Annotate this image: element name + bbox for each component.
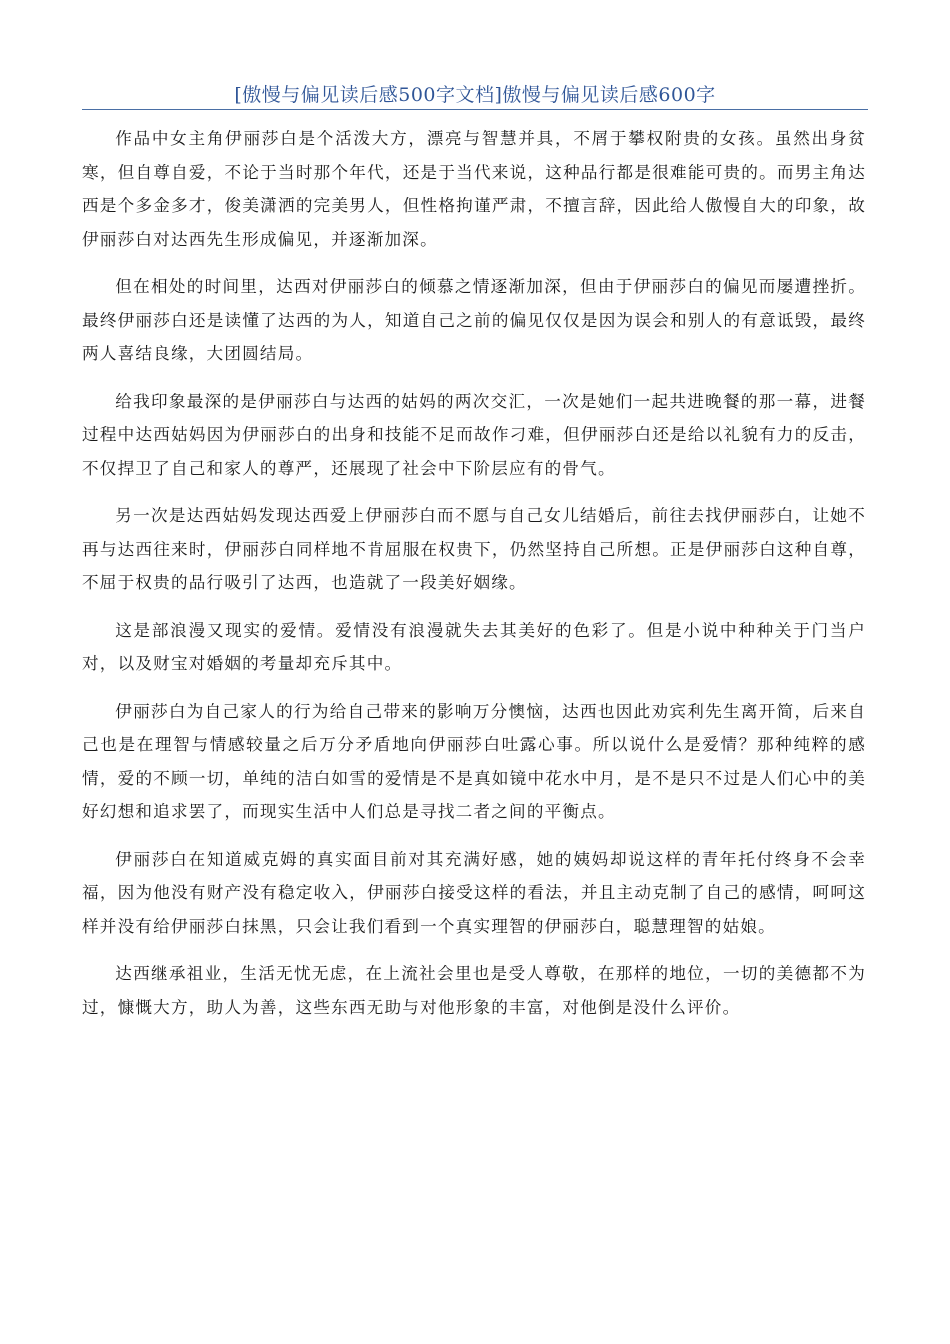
paragraph: 伊丽莎白为自己家人的行为给自己带来的影响万分懊恼，达西也因此劝宾利先生离开简，后来自己也是在理智与情感较量之后万分矛盾地向伊丽莎白吐露心事。所以说什么是爱情？那种纯粹的感情，爱的不顾一切，单纯的洁白如雪的爱情是不是真如镜中花水中月，是不是只不过是人们心中的美好幻想和追求罢了，而现实生活中人们总是寻找二者之间的平衡点。	[82, 701, 866, 821]
paragraph: 这是部浪漫又现实的爱情。爱情没有浪漫就失去其美好的色彩了。但是小说中种种关于门当户对，以及财宝对婚姻的考量却充斥其中。	[82, 620, 866, 673]
paragraph: 但在相处的时间里，达西对伊丽莎白的倾慕之情逐渐加深，但由于伊丽莎白的偏见而屡遭挫折。最终伊丽莎白还是读懂了达西的为人，知道自己之前的偏见仅仅是因为误会和别人的有意诋毁，最终两人喜结良缘，大团圆结局。	[82, 277, 866, 363]
paragraph: 作品中女主角伊丽莎白是个活泼大方，漂亮与智慧并具，不屑于攀权附贵的女孩。虽然出身贫寒，但自尊自爱，不论于当时那个年代，还是于当代来说，这种品行都是很难能可贵的。而男主角达西是个多金多才，俊美潇洒的完美男人，但性格拘谨严肃，不擅言辞，因此给人傲慢自大的印象，故伊丽莎白对达西先生形成偏见，并逐渐加深。	[82, 129, 866, 249]
paragraph: 达西继承祖业，生活无忧无虑，在上流社会里也是受人尊敬，在那样的地位，一切的美德都不为过，慷慨大方，助人为善，这些东西无助与对他形象的丰富，对他倒是没什么评价。	[82, 964, 866, 1017]
paragraph: 给我印象最深的是伊丽莎白与达西的姑妈的两次交汇，一次是她们一起共进晚餐的那一幕，进餐过程中达西姑妈因为伊丽莎白的出身和技能不足而故作刁难，但伊丽莎白还是给以礼貌有力的反击，不仅捍卫了自己和家人的尊严，还展现了社会中下阶层应有的骨气。	[82, 391, 866, 478]
document-title: [傲慢与偏见读后感500字文档]傲慢与偏见读后感600字	[234, 84, 716, 106]
document-body	[82, 122, 866, 1038]
title-divider	[82, 109, 868, 110]
paragraph: 另一次是达西姑妈发现达西爱上伊丽莎白而不愿与自己女儿结婚后，前往去找伊丽莎白，让她不再与达西往来时，伊丽莎白同样地不肯屈服在权贵下，仍然坚持自己所想。正是伊丽莎白这种自尊，不屈于权贵的品行吸引了达西，也造就了一段美好姻缘。	[82, 506, 866, 592]
paragraph: 伊丽莎白在知道威克姆的真实面目前对其充满好感，她的姨妈却说这样的青年托付终身不会幸福，因为他没有财产没有稳定收入，伊丽莎白接受这样的看法，并且主动克制了自己的感情，呵呵这样并没有给伊丽莎白抹黑，只会让我们看到一个真实理智的伊丽莎白，聪慧理智的姑娘。	[82, 849, 866, 936]
